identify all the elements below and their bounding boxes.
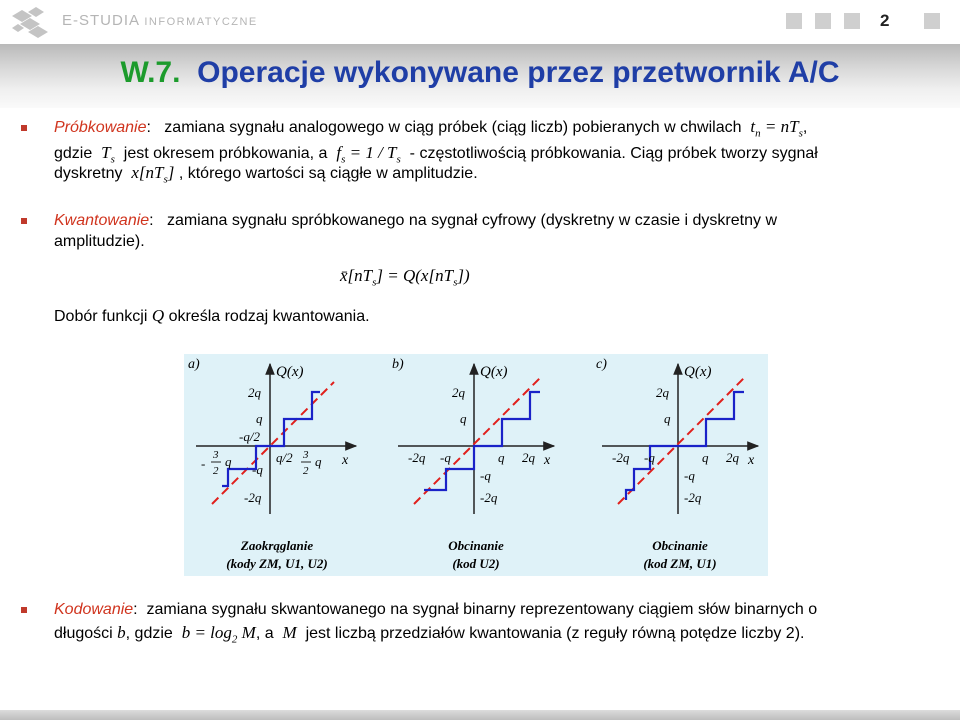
math-Ts-sub: s	[110, 153, 115, 166]
panel-c-tick-xq: q	[702, 450, 709, 465]
bullet-quantization	[21, 218, 27, 224]
coding-text-1: zamiana sygnału skwantowanego na sygnał binarny reprezentowany ciągiem słów binarnych o	[146, 601, 818, 618]
panel-c-tick-xmq: -q	[644, 450, 655, 465]
panel-a-tick-mq2: -q/2	[239, 429, 260, 444]
sampling-line1: Próbkowanie: zamiana sygnału analogowego w ciąg próbek (ciąg liczb) pobieranych w chwilach $t_n = nT_s$,	[54, 117, 808, 140]
note-text-a: Dobór funkcji	[54, 308, 148, 325]
panel-a-xlabel: x	[342, 453, 349, 468]
math-formula-M: M	[237, 623, 256, 642]
sampling-colon: :	[146, 119, 151, 136]
math-fs-base: f	[336, 143, 342, 162]
panel-b-label: b)	[392, 357, 404, 372]
math-b-formula	[181, 623, 256, 646]
coding-line1: Kodowanie: zamiana sygnału skwantowanego na sygnał binarny reprezentowany ciągiem słów binarnych o	[54, 601, 818, 618]
formula-right: ] = Q(x[nT	[376, 266, 454, 285]
formula-sub2: s	[453, 276, 458, 289]
math-t: t	[750, 117, 756, 136]
nav-square-1[interactable]	[786, 13, 802, 29]
panel-a-tick-q: q	[256, 411, 263, 426]
math-fs-sub: s	[341, 153, 346, 166]
math-x-end: ]	[167, 163, 175, 182]
logo-main-text: E-STUDIA	[62, 12, 140, 29]
quantization-formula	[340, 266, 470, 292]
logo-sub-text: INFORMATYCZNE	[144, 16, 258, 28]
e-studia-logo-icon	[8, 6, 52, 38]
math-Ts-base: T	[101, 143, 111, 162]
quantization-charts-svg	[184, 354, 768, 576]
math-formula-sub: 2	[231, 633, 238, 646]
quantization-line1: Kwantowanie: zamiana sygnału spróbkowanego na sygnał cyfrowy (dyskretny w czasie i dyskretny w	[54, 212, 777, 229]
panel-b-tick-mq: -q	[480, 468, 491, 483]
panel-c-xlabel: x	[748, 453, 755, 468]
header-bar	[0, 0, 960, 44]
quantization-note	[54, 306, 370, 327]
math-M: M	[282, 623, 297, 642]
title-text: Operacje wykonywane przez przetwornik A/C	[197, 56, 840, 89]
quantization-figure	[184, 354, 768, 576]
panel-a-tick-q2: q/2	[276, 450, 293, 465]
panel-a-caption2: (kody ZM, U1, U2)	[226, 556, 328, 571]
panel-a-caption1: Zaokrąglanie	[240, 538, 314, 553]
math-x-nTs	[131, 163, 175, 186]
panel-a-tick-mq: -q	[252, 462, 263, 477]
panel-a-label: a)	[188, 357, 200, 372]
panel-a-ylabel: Q(x)	[276, 364, 304, 380]
note-Q: Q	[151, 306, 165, 325]
sampling-text-1: zamiana sygnału analogowego w ciąg próbek (ciąg liczb) pobieranych w chwilach	[164, 119, 742, 136]
bullet-sampling	[21, 125, 27, 131]
panel-c-ideal-line	[618, 378, 744, 504]
quantization-line2	[54, 232, 145, 252]
sampling-time-formula	[750, 117, 803, 140]
coding-line2	[54, 623, 954, 649]
panel-a-tick-minus: -	[201, 456, 206, 471]
sampling-text-2c: - częstotliwością próbkowania. Ciąg próbek tworzy sygnał	[409, 145, 818, 162]
panel-b	[392, 357, 554, 571]
math-formula-base: b = log	[181, 623, 232, 642]
coding-text-2a: długości	[54, 625, 113, 642]
formula-sub: s	[372, 276, 377, 289]
logo-text	[62, 12, 258, 29]
math-t-sub: n	[755, 127, 761, 140]
sampling-text-2a: gdzie	[54, 145, 93, 162]
coding-text-2d: jest liczbą przedziałów kwantowania (z reguły równą potędze liczby 2).	[305, 625, 805, 642]
panel-b-tick-x2q: 2q	[522, 450, 535, 465]
coding-text-2c: , a	[255, 625, 274, 642]
panel-a-tick-q-right: q	[315, 454, 322, 469]
nav-square-3[interactable]	[844, 13, 860, 29]
panel-c-tick-xm2q: -2q	[612, 450, 630, 465]
panel-a-tick-m32-num: 3	[213, 449, 219, 461]
math-fs-eq-sub: s	[396, 153, 401, 166]
panel-c-tick-x2q: 2q	[726, 450, 739, 465]
math-b: b	[117, 623, 126, 642]
math-Ts	[101, 143, 115, 166]
note-text-b: określa rodzaj kwantowania.	[168, 308, 370, 325]
panel-b-tick-xmq: -q	[440, 450, 451, 465]
panel-a-tick-m2q: -2q	[244, 490, 262, 505]
panel-b-tick-xm2q: -2q	[408, 450, 426, 465]
panel-a-tick-q-left: q	[225, 454, 232, 469]
formula-end: ])	[457, 266, 470, 285]
title-number: W.7.	[120, 56, 181, 89]
panel-a-ideal-line	[212, 382, 334, 504]
panel-c-ylabel: Q(x)	[684, 364, 712, 380]
math-x-sub: s	[163, 173, 168, 186]
panel-a-tick-2q: 2q	[248, 385, 261, 400]
panel-a-tick-32-den: 2	[303, 465, 309, 477]
sampling-text-2b: jest okresem próbkowania, a	[123, 145, 328, 162]
page-number: 2	[880, 11, 890, 30]
panel-c-label: c)	[596, 357, 607, 372]
panel-b-xlabel: x	[544, 453, 551, 468]
nav-square-next[interactable]	[924, 13, 940, 29]
panel-b-tick-q: q	[460, 411, 467, 426]
formula-left: x̄[nT	[340, 266, 373, 285]
panel-b-caption2: (kod U2)	[452, 556, 500, 571]
math-fs-eq: = 1 / T	[345, 143, 397, 162]
panel-c-tick-q: q	[664, 411, 671, 426]
panel-b-tick-2q: 2q	[452, 385, 465, 400]
panel-b-ideal-line	[414, 378, 540, 504]
quantization-formula-math	[340, 266, 470, 289]
sampling-text-3a: dyskretny	[54, 165, 123, 182]
math-fs	[336, 143, 401, 166]
coding-text-2b: , gdzie	[125, 625, 173, 642]
sampling-term: Próbkowanie	[54, 119, 147, 136]
panel-c	[596, 357, 758, 571]
math-eq: = nT	[760, 117, 799, 136]
panel-b-ylabel: Q(x)	[480, 364, 508, 380]
panel-c-tick-mq: -q	[684, 468, 695, 483]
quantization-text-1: zamiana sygnału spróbkowanego na sygnał cyfrowy (dyskretny w czasie i dyskretny w	[166, 212, 777, 229]
panel-a-tick-m32-den: 2	[213, 465, 219, 477]
panel-c-tick-2q: 2q	[656, 385, 669, 400]
panel-c-tick-m2q: -2q	[684, 490, 702, 505]
footer-band	[0, 710, 960, 720]
panel-b-tick-xq: q	[498, 450, 505, 465]
sampling-line3	[54, 163, 934, 189]
math-x-base: x[nT	[131, 163, 164, 182]
panel-b-caption1: Obcinanie	[448, 538, 504, 553]
coding-term: Kodowanie	[54, 601, 134, 618]
panel-b-tick-m2q: -2q	[480, 490, 498, 505]
nav-square-2[interactable]	[815, 13, 831, 29]
math-eq-sub: s	[798, 127, 803, 140]
panel-c-caption2: (kod ZM, U1)	[643, 556, 717, 571]
panel-a-tick-32-num: 3	[303, 449, 309, 461]
bullet-coding	[21, 607, 27, 613]
quantization-term: Kwantowanie	[54, 212, 150, 229]
quantization-text-2: amplitudzie).	[54, 233, 145, 250]
panel-a	[188, 357, 356, 571]
panel-c-caption1: Obcinanie	[652, 538, 708, 553]
slide-title	[0, 56, 960, 90]
sampling-text-3b: , którego wartości są ciągłe w amplitudzie.	[178, 165, 478, 182]
